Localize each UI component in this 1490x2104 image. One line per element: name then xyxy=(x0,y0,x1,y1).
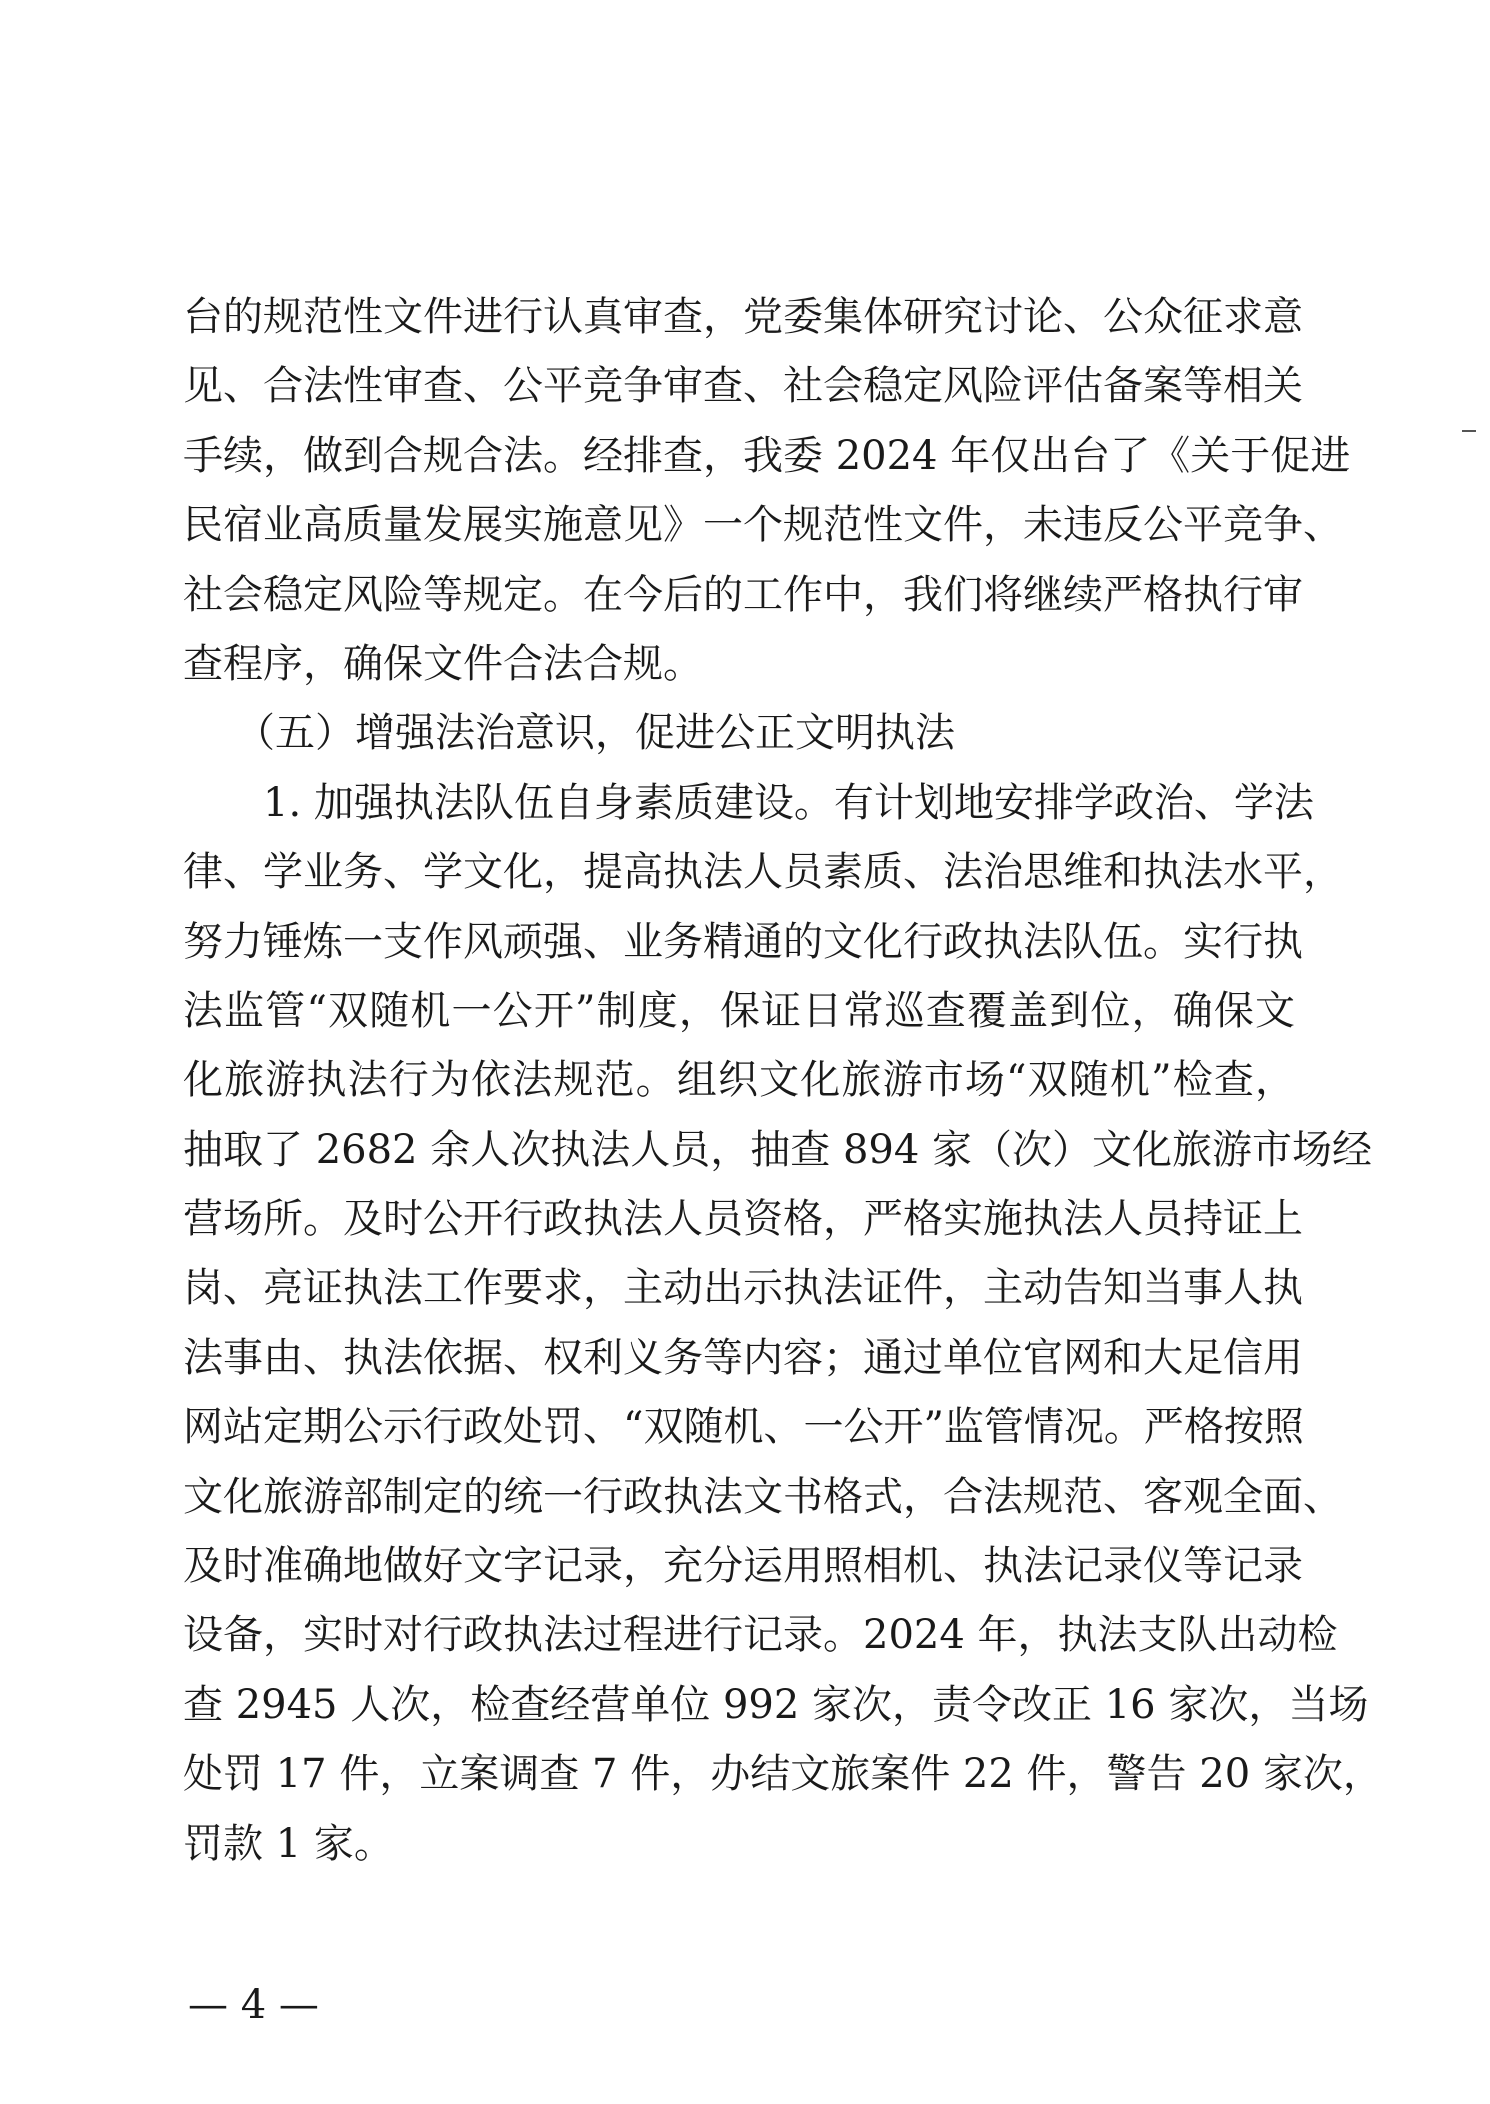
text-line: 文化旅游部制定的统一行政执法文书格式，合法规范、客观全面、 xyxy=(183,1473,1343,1520)
text-line: 岗、亮证执法工作要求，主动出示执法证件，主动告知当事人执 xyxy=(183,1265,1303,1312)
text-line: 罚款 1 家。 xyxy=(183,1820,394,1867)
text-line: 见、合法性审查、公平竞争审查、社会稳定风险评估备案等相关 xyxy=(183,363,1303,410)
text-line: 律、学业务、学文化，提高执法人员素质、法治思维和执法水平， xyxy=(183,849,1343,896)
text-line: 台的规范性文件进行认真审查，党委集体研究讨论、公众征求意 xyxy=(183,294,1303,340)
text-line: 社会稳定风险等规定。在今后的工作中，我们将继续严格执行审 xyxy=(183,571,1303,618)
text-line: 抽取了 2682 余人次执法人员，抽查 894 家（次）文化旅游市场经 xyxy=(183,1126,1373,1173)
text-line: 努力锤炼一支作风顽强、业务精通的文化行政执法队伍。实行执 xyxy=(183,918,1303,965)
text-line: 查 2945 人次，检查经营单位 992 家次，责令改正 16 家次，当场 xyxy=(183,1681,1369,1728)
text-line: 营场所。及时公开行政执法人员资格，严格实施执法人员持证上 xyxy=(183,1196,1303,1243)
text-line: 民宿业高质量发展实施意见》一个规范性文件，未违反公平竞争、 xyxy=(183,502,1343,549)
document-body xyxy=(183,283,1383,1879)
page-number: — 4 — xyxy=(188,1982,319,2028)
text-line: 法事由、执法依据、权利义务等内容；通过单位官网和大足信用 xyxy=(183,1334,1303,1381)
section-heading: （五）增强法治意识，促进公正文明执法 xyxy=(235,710,955,757)
text-line: 查程序，确保文件合法合规。 xyxy=(183,640,703,687)
text-line: 及时准确地做好文字记录，充分运用照相机、执法记录仪等记录 xyxy=(183,1543,1303,1590)
text-line: 处罚 17 件，立案调查 7 件，办结文旅案件 22 件，警告 20 家次， xyxy=(183,1751,1383,1798)
text-line: 化旅游执法行为依法规范。组织文化旅游市场“双随机”检查， xyxy=(183,1057,1295,1104)
text-line: 1. 加强执法队伍自身素质建设。有计划地安排学政治、学法 xyxy=(263,779,1314,826)
text-line: 手续，做到合规合法。经排查，我委 2024 年仅出台了《关于促进 xyxy=(183,432,1351,479)
margin-mark xyxy=(1462,430,1476,432)
text-line: 网站定期公示行政处罚、“双随机、一公开”监管情况。严格按照 xyxy=(183,1404,1304,1451)
text-line: 法监管“双随机一公开”制度，保证日常巡查覆盖到位，确保文 xyxy=(183,987,1295,1034)
text-line: 设备，实时对行政执法过程进行记录。2024 年，执法支队出动检 xyxy=(183,1612,1338,1659)
